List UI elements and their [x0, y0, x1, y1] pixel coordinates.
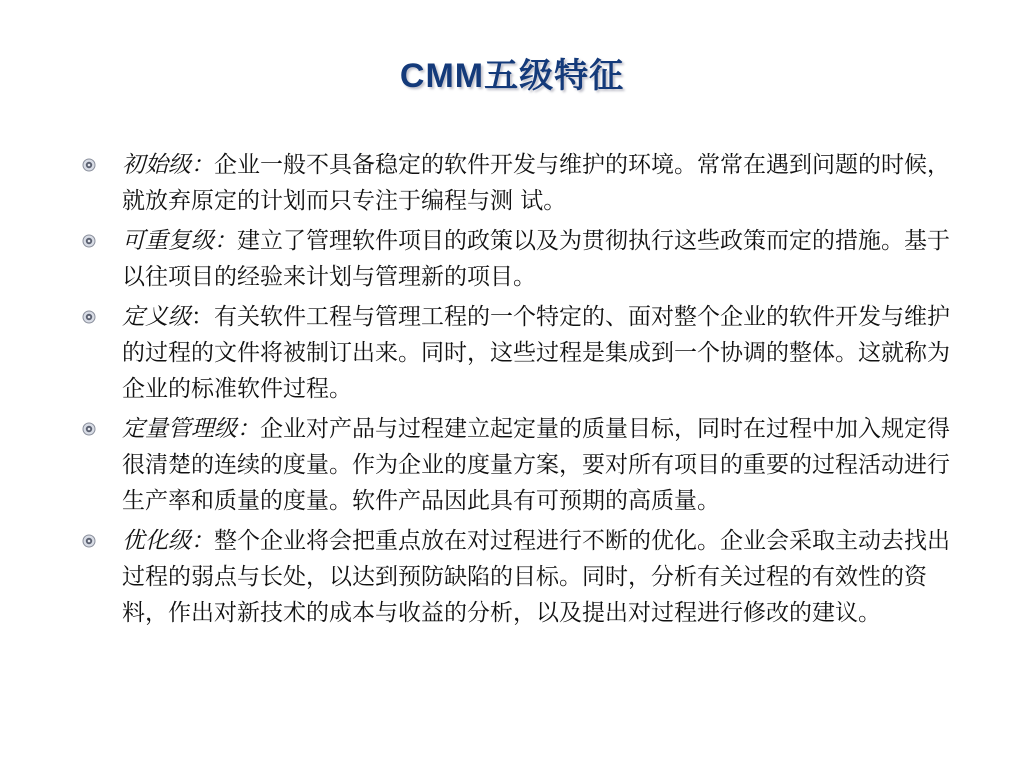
level-description: 企业一般不具备稳定的软件开发与维护的环境。常常在遇到问题的时候，就放弃原定的计划而只专注于编程与测 试。	[122, 152, 950, 214]
gear-bullet-icon	[82, 310, 96, 324]
level-term: 初始级：	[122, 152, 214, 178]
level-term: 可重复级：	[122, 228, 237, 254]
level-description: 建立了管理软件项目的政策以及为贯彻执行这些政策而定的措施。基于以往项目的经验来计划与管理新的项目。	[122, 228, 950, 290]
level-term: 定义级	[122, 304, 191, 330]
gear-bullet-icon	[82, 534, 96, 548]
level-term: 优化级：	[122, 528, 214, 554]
gear-bullet-icon	[82, 422, 96, 436]
list-item	[78, 147, 958, 219]
gear-bullet-icon	[82, 158, 96, 172]
list-item	[78, 411, 958, 519]
list-item	[78, 299, 958, 407]
bullet-list	[78, 147, 958, 635]
gear-bullet-icon	[82, 234, 96, 248]
slide-title: CMM五级特征	[399, 57, 625, 95]
list-item	[78, 223, 958, 295]
level-description: 企业对产品与过程建立起定量的质量目标，同时在过程中加入规定得很清楚的连续的度量。作为企业的度量方案，要对所有项目的重要的过程活动进行生产率和质量的度量。软件产品因此具有可预期的高质量。	[122, 416, 950, 514]
level-description: 整个企业将会把重点放在对过程进行不断的优化。企业会采取主动去找出过程的弱点与长处，以达到预防缺陷的目标。同时，分析有关过程的有效性的资料，作出对新技术的成本与收益的分析，以及提出对过程进行修改的建议。	[122, 528, 950, 626]
level-term: 定量管理级：	[122, 416, 260, 442]
level-description: ：有关软件工程与管理工程的一个特定的、面对整个企业的软件开发与维护的过程的文件将被制订出来。同时，这些过程是集成到一个协调的整体。这就称为企业的标准软件过程。	[122, 304, 950, 402]
list-item	[78, 523, 958, 631]
